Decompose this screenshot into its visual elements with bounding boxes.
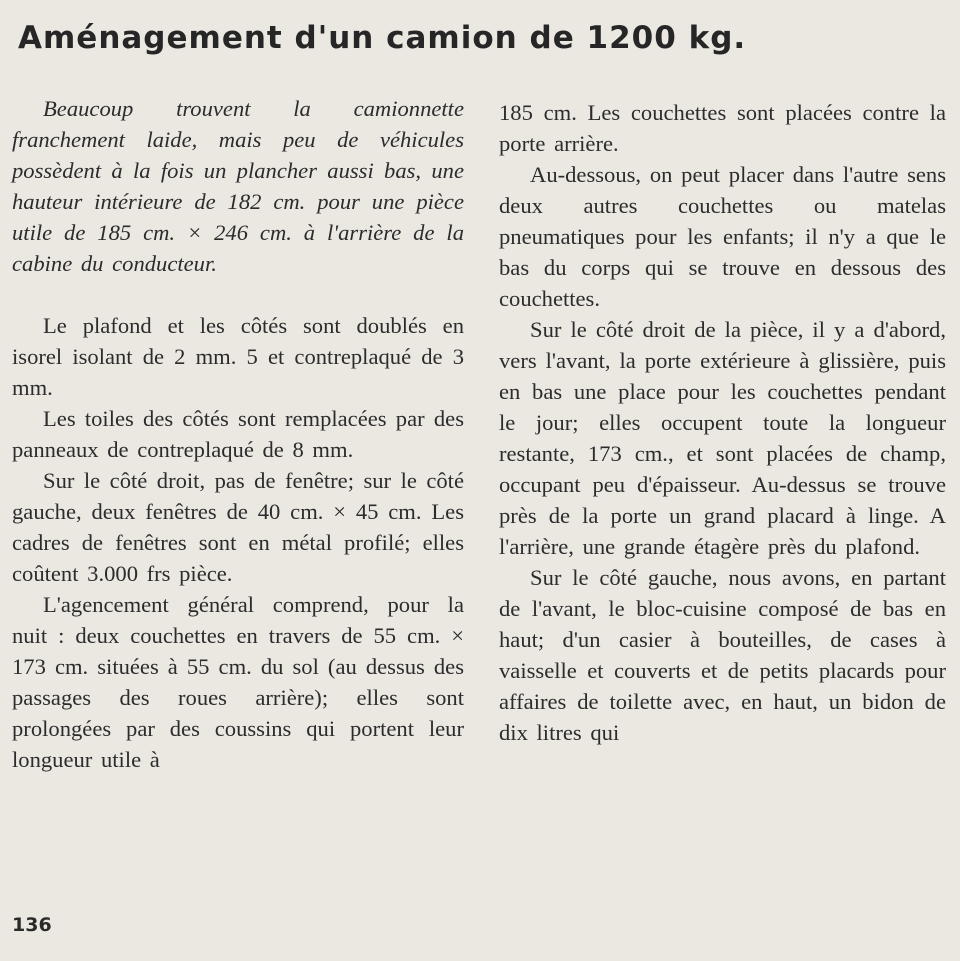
left-column [12, 93, 464, 775]
body-paragraph: Sur le côté droit, pas de fenêtre; sur le côté gauche, deux fenêtres de 40 cm. × 45 cm. Les cadres de fenêtres sont en métal profilé; elles coûtent 3.000 frs pièce. [12, 468, 464, 586]
body-paragraph: Sur le côté gauche, nous avons, en partant de l'avant, le bloc-cuisine composé de bas en haut; d'un casier à bouteilles, de cases à vaisselle et couverts et de petits placards pour affaires de toilette avec, en haut, un bidon de dix litres qui [499, 565, 946, 745]
page-number: 136 [12, 914, 52, 936]
right-column [499, 97, 946, 748]
page-title: Aménagement d'un camion de 1200 kg. [18, 20, 747, 56]
body-paragraph: Sur le côté droit de la pièce, il y a d'abord, vers l'avant, la porte extérieure à glissière, puis en bas une place pour les couchettes pendant le jour; elles occupent toute la longueur restante, 173 cm., et sont placées de champ, occupant peu d'épaisseur. Au-dessus se trouve près de la porte un grand placard à linge. A l'arrière, une grande étagère près du plafond. [499, 317, 946, 559]
body-paragraph: Au-dessous, on peut placer dans l'autre sens deux autres couchettes ou matelas pneumatiques pour les enfants; il n'y a que le bas du corps qui se trouve en dessous des couchettes. [499, 162, 946, 311]
body-paragraph: Les toiles des côtés sont remplacées par des panneaux de contreplaqué de 8 mm. [12, 406, 464, 462]
intro-paragraph: Beaucoup trouvent la camionnette franchement laide, mais peu de véhicules possèdent à la fois un plancher aussi bas, une hauteur intérieure de 182 cm. pour une pièce utile de 185 cm. × 246 cm. à l'arrière de la cabine du conducteur. [12, 96, 464, 276]
body-paragraph: L'agencement général comprend, pour la nuit : deux couchettes en travers de 55 cm. × 173 cm. situées à 55 cm. du sol (au dessus des passages des roues arrière); elles sont prolongées par des coussins qui portent leur longueur utile à [12, 592, 464, 772]
body-paragraph-continued: 185 cm. Les couchettes sont placées contre la porte arrière. [499, 100, 946, 156]
body-paragraph: Le plafond et les côtés sont doublés en isorel isolant de 2 mm. 5 et contreplaqué de 3 mm. [12, 313, 464, 400]
